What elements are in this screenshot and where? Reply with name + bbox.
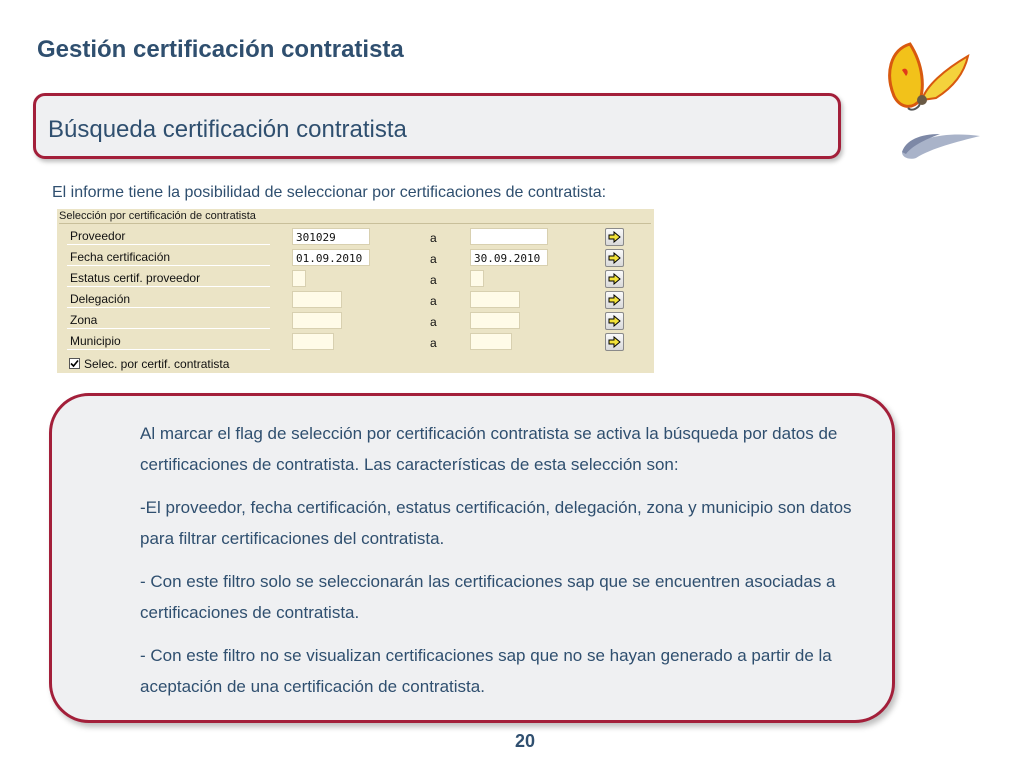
multiple-selection-button[interactable]	[605, 228, 624, 246]
checkbox-label: Selec. por certif. contratista	[84, 357, 230, 371]
description-paragraph: Al marcar el flag de selección por certificación contratista se activa la búsqueda por datos de certificaciones de contratista. Las características de esta selección son:	[140, 424, 838, 474]
intro-text: El informe tiene la posibilidad de seleccionar por certificaciones de contratista:	[52, 184, 607, 201]
description-paragraph: - Con este filtro no se visualizan certificaciones sap que no se hayan generado a partir de la aceptación de una certificación de contratista.	[140, 646, 832, 696]
subtitle-banner	[33, 93, 841, 159]
proveedor-from-input[interactable]: 301029	[292, 228, 370, 245]
panel-header: Selección por certificación de contratista	[59, 210, 256, 222]
delegacion-from-input[interactable]	[292, 291, 342, 308]
page-title: Gestión certificación contratista	[37, 36, 404, 63]
arrow-right-icon	[608, 315, 621, 327]
row-estatus-certif	[57, 270, 654, 289]
zona-to-input[interactable]	[470, 312, 520, 329]
row-delegacion	[57, 291, 654, 310]
arrow-right-icon	[608, 294, 621, 306]
page-number: 20	[515, 731, 536, 751]
sap-selection-panel	[57, 209, 654, 373]
subtitle: Búsqueda certificación contratista	[48, 116, 407, 143]
delegacion-to-input[interactable]	[470, 291, 520, 308]
estatus-to-input[interactable]	[470, 270, 484, 287]
range-separator: a	[430, 336, 437, 350]
range-separator: a	[430, 315, 437, 329]
estatus-from-input[interactable]	[292, 270, 306, 287]
multiple-selection-button[interactable]	[605, 312, 624, 330]
arrow-right-icon	[608, 336, 621, 348]
municipio-to-input[interactable]	[470, 333, 512, 350]
field-label: Municipio	[67, 333, 270, 350]
description-text	[140, 418, 880, 714]
description-paragraph: - Con este filtro solo se seleccionarán las certificaciones sap que se encuentren asociadas a certificaciones de contratista.	[140, 572, 836, 622]
field-label: Fecha certificación	[67, 249, 270, 266]
butterfly-icon	[880, 36, 990, 161]
arrow-right-icon	[608, 252, 621, 264]
range-separator: a	[430, 294, 437, 308]
fecha-from-input[interactable]: 01.09.2010	[292, 249, 370, 266]
row-zona	[57, 312, 654, 331]
checkmark-icon	[70, 359, 79, 368]
field-label: Zona	[67, 312, 270, 329]
range-separator: a	[430, 273, 437, 287]
fecha-to-input[interactable]: 30.09.2010	[470, 249, 548, 266]
arrow-right-icon	[608, 273, 621, 285]
certif-contratista-checkbox-row	[69, 357, 229, 371]
range-separator: a	[430, 231, 437, 245]
certif-contratista-checkbox[interactable]	[69, 358, 80, 369]
field-label: Delegación	[67, 291, 270, 308]
zona-from-input[interactable]	[292, 312, 342, 329]
field-label: Proveedor	[67, 228, 270, 245]
range-separator: a	[430, 252, 437, 266]
multiple-selection-button[interactable]	[605, 291, 624, 309]
field-label: Estatus certif. proveedor	[67, 270, 270, 287]
row-proveedor	[57, 228, 654, 247]
multiple-selection-button[interactable]	[605, 270, 624, 288]
row-municipio	[57, 333, 654, 352]
multiple-selection-button[interactable]	[605, 333, 624, 351]
multiple-selection-button[interactable]	[605, 249, 624, 267]
municipio-from-input[interactable]	[292, 333, 334, 350]
proveedor-to-input[interactable]	[470, 228, 548, 245]
row-fecha-certificacion	[57, 249, 654, 268]
description-box	[49, 393, 895, 723]
description-paragraph: -El proveedor, fecha certificación, estatus certificación, delegación, zona y municipio son datos para filtrar certificaciones del contratista.	[140, 498, 852, 548]
arrow-right-icon	[608, 231, 621, 243]
